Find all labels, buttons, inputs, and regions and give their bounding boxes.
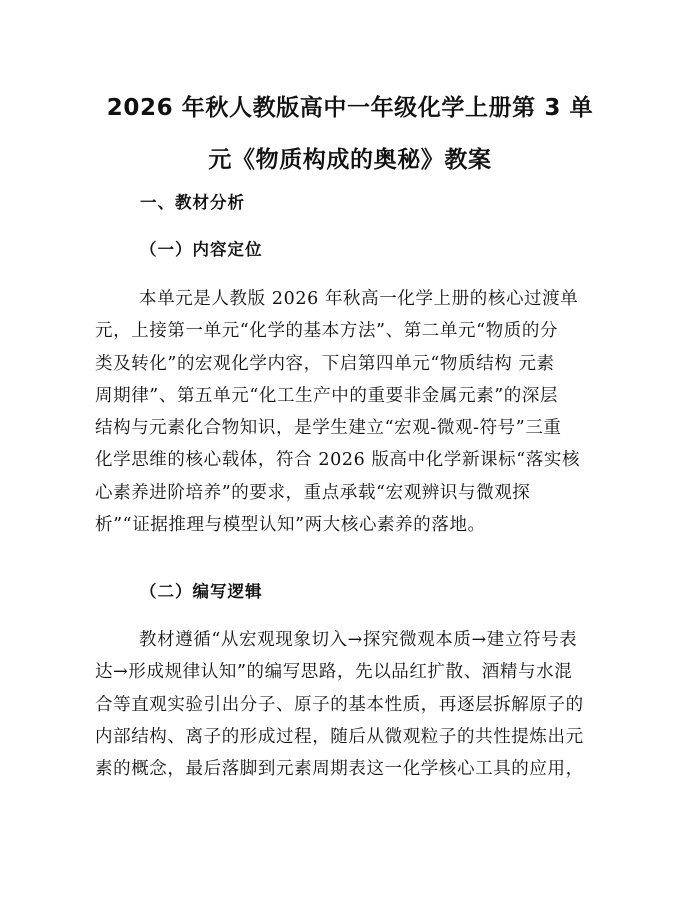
paragraph-line: 类及转化”的宏观化学内容，下启第四单元“物质结构 元素 bbox=[95, 353, 555, 374]
paragraph-line: 结构与元素化合物知识，是学生建立“宏观-微观-符号”三重 bbox=[95, 418, 562, 439]
paragraph-line: 达→形成规律认知”的编写思路，先以品红扩散、酒精与水混 bbox=[95, 662, 573, 683]
subsection-heading-content-positioning: （一）内容定位 bbox=[140, 240, 263, 259]
paragraph-line: 内部结构、离子的形成过程，随后从微观粒子的共性提炼出元 bbox=[95, 726, 584, 747]
paragraph-writing-logic bbox=[95, 624, 615, 785]
title-line-2: 元《物质构成的奥秘》教案 bbox=[208, 147, 492, 173]
paragraph-line: 周期律”、第五单元“化工生产中的重要非金属元素”的深层 bbox=[95, 385, 559, 406]
paragraph-line: 析”“证据推理与模型认知”两大核心素养的落地。 bbox=[95, 515, 486, 536]
document-title bbox=[96, 82, 604, 186]
title-line-1: 2026 年秋人教版高中一年级化学上册第 3 单 bbox=[106, 95, 594, 121]
paragraph-line: 元，上接第一单元“化学的基本方法”、第二单元“物质的分 bbox=[95, 321, 559, 342]
paragraph-content-positioning bbox=[95, 283, 615, 541]
paragraph-line: 合等直观实验引出分子、原子的基本性质，再逐层拆解原子的 bbox=[95, 694, 584, 715]
paragraph-line: 本单元是人教版 2026 年秋高一化学上册的核心过渡单 bbox=[139, 289, 579, 309]
paragraph-line: 素的概念，最后落脚到元素周期表这一化学核心工具的应用， bbox=[95, 759, 584, 780]
paragraph-line: 心素养进阶培养”的要求，重点承载“宏观辨识与微观探 bbox=[95, 482, 531, 503]
paragraph-line: 教材遵循“从宏观现象切入→探究微观本质→建立符号表 bbox=[139, 630, 578, 650]
section-heading-textbook-analysis: 一、教材分析 bbox=[140, 193, 245, 212]
subsection-heading-writing-logic: （二）编写逻辑 bbox=[140, 582, 263, 601]
paragraph-line: 化学思维的核心载体，符合 2026 版高中化学新课标“落实核 bbox=[95, 450, 581, 471]
